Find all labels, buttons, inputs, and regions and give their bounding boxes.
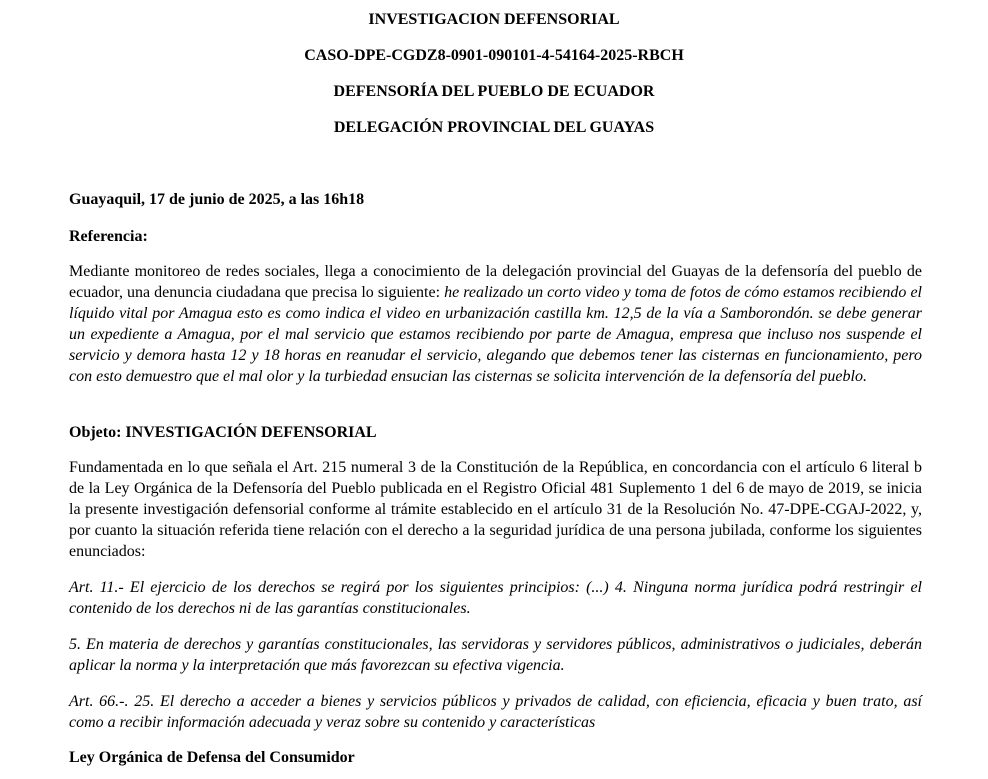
article-66-paragraph: Art. 66.-. 25. El derecho a acceder a bienes y servicios públicos y privados de calidad, con eficiencia, eficacia y buen trato, así como a recibir información adecuada y veraz sobre su contenido y características (69, 693, 922, 731)
reference-label: Referencia: (69, 228, 148, 245)
reference-paragraph (69, 261, 922, 387)
delegation-name: DELEGACIÓN PROVINCIAL DEL GUAYAS (333, 119, 655, 136)
place-date: Guayaquil, 17 de junio de 2025, a las 16h18 (69, 191, 365, 208)
reference-intro: Mediante monitoreo de redes sociales, llega a conocimiento de la delegación provincial del Guayas de la defensoría del pueblo de ecuador, una denuncia ciudadana que precisa lo siguiente: (69, 263, 922, 301)
numeral-5-paragraph: 5. En materia de derechos y garantías constitucionales, las servidoras y servidores públicos, administrativos o judiciales, deberán aplicar la norma y la interpretación que más favorezcan su efectiva vigencia. (69, 636, 922, 674)
law-title: Ley Orgánica de Defensa del Consumidor (69, 749, 355, 766)
case-number: CASO-DPE-CGDZ8-0901-090101-4-54164-2025-RBCH (304, 47, 684, 64)
article-11-paragraph: Art. 11.- El ejercicio de los derechos se regirá por los siguientes principios: (...) 4. Ninguna norma jurídica podrá restringir el contenido de los derechos ni de las garantías constitucionales. (69, 579, 922, 617)
reference-quote: he realizado un corto video y toma de fotos de cómo estamos recibiendo el líquido vital por Amagua esto es como indica el video en urbanización castilla km. 12,5 de la vía a Samborondón. se debe generar un expediente a Amagua, por el mal servicio que estamos recibiendo por parte de Amagua, empresa que incluso nos suspende el servicio y demora hasta 12 y 18 horas en reanudar el servicio, alegando que debemos tener las cisternas en funcionamiento, pero con esto demuestro que el mal olor y la turbiedad ensucian las cisternas se solicita intervención de la defensoría del pueblo. (69, 284, 922, 385)
header-title: INVESTIGACION DEFENSORIAL (368, 11, 620, 28)
objeto-label: Objeto: INVESTIGACIÓN DEFENSORIAL (69, 424, 377, 441)
institution-name: DEFENSORÍA DEL PUEBLO DE ECUADOR (333, 83, 655, 100)
fundamento-paragraph: Fundamentada en lo que señala el Art. 215 numeral 3 de la Constitución de la República, en concordancia con el artículo 6 literal b de la Ley Orgánica de la Defensoría del Pueblo publicada en el Registro Oficial 481 Suplemento 1 del 6 de mayo de 2019, se inicia la presente investigación defensorial conforme al trámite establecido en el artículo 31 de la Resolución No. 47-DPE-CGAJ-2022, y, por cuanto la situación referida tiene relación con el derecho a la seguridad jurídica de una persona jubilada, conforme los siguientes enunciados: (69, 459, 922, 560)
